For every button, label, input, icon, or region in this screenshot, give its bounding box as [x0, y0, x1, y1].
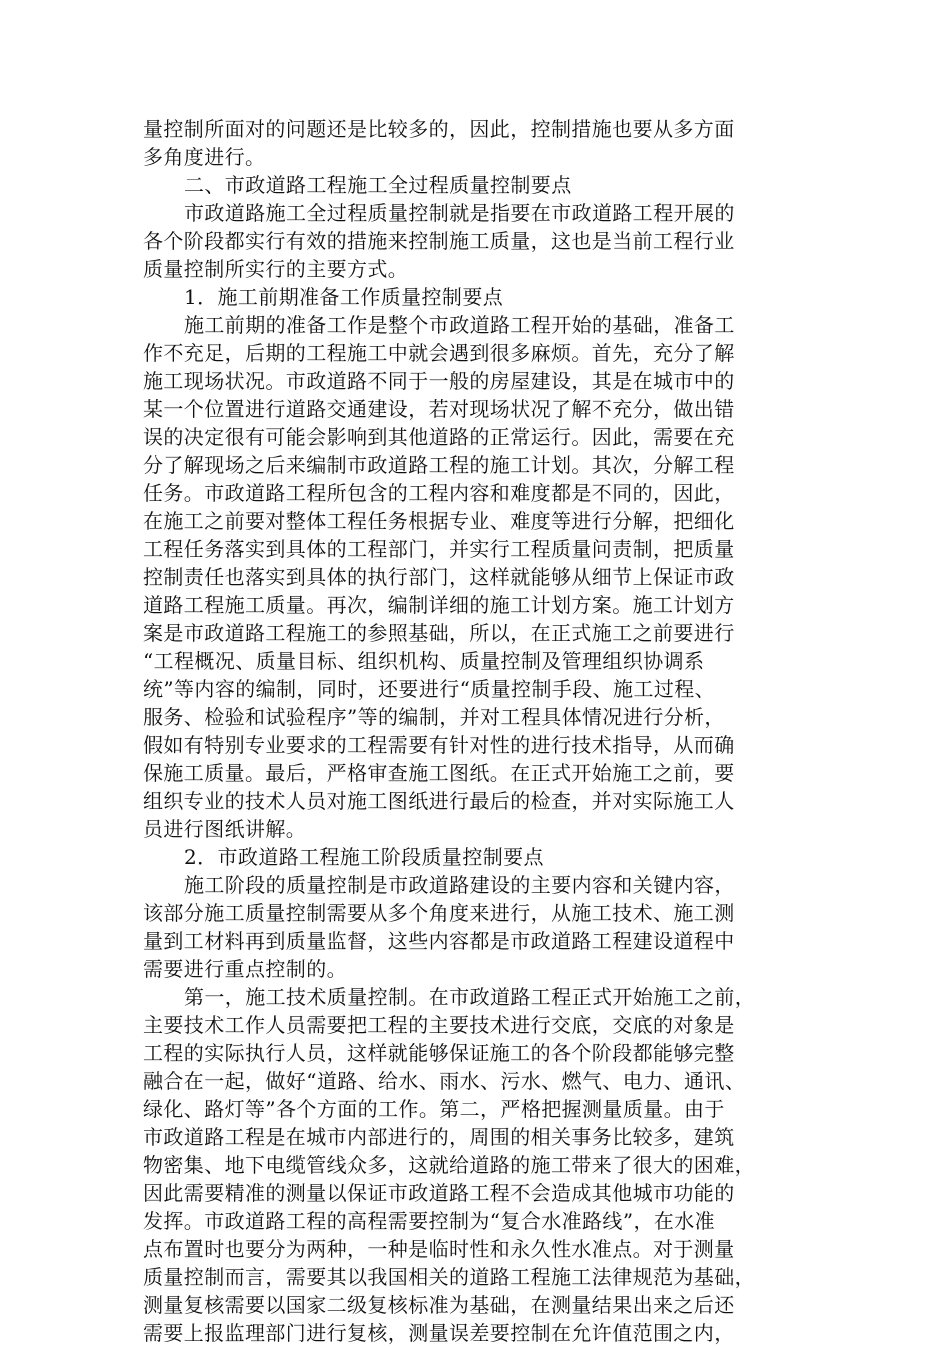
document-body [143, 115, 809, 1347]
text-line: 量控制所面对的问题还是比较多的，因此，控制措施也要从多方面 [143, 117, 735, 141]
text-line: 员进行图纸讲解。 [143, 817, 307, 841]
text-line: 施工阶段的质量控制是市政道路建设的主要内容和关键内容， [184, 873, 735, 897]
text-line: 需要进行重点控制的。 [143, 957, 347, 981]
subsection-heading: 2．市政道路工程施工阶段质量控制要点 [184, 845, 544, 869]
text-line: 控制责任也落实到具体的执行部门，这样就能够从细节上保证市政 [143, 565, 735, 589]
text-line: 组织专业的技术人员对施工图纸进行最后的检查，并对实际施工人 [143, 789, 735, 813]
text-line: 第一，施工技术质量控制。在市政道路工程正式开始施工之前， [184, 985, 756, 1009]
text-line: 点布置时也要分为两种，一种是临时性和永久性水准点。对于测量 [143, 1237, 735, 1261]
text-line: 绿化、路灯等”各个方面的工作。第二，严格把握测量质量。由于 [143, 1097, 725, 1121]
text-line: 任务。市政道路工程所包含的工程内容和难度都是不同的，因此， [143, 481, 735, 505]
text-line: 需要上报监理部门进行复核，测量误差要控制在允许值范围之内， [143, 1321, 735, 1345]
text-line: 保施工质量。最后，严格审查施工图纸。在正式开始施工之前，要 [143, 761, 735, 785]
text-line: 工程任务落实到具体的工程部门，并实行工程质量问责制，把质量 [143, 537, 735, 561]
subsection-heading: 1．施工前期准备工作质量控制要点 [184, 285, 504, 309]
text-line: 物密集、地下电缆管线众多，这就给道路的施工带来了很大的困难， [143, 1153, 755, 1177]
text-line: 该部分施工质量控制需要从多个角度来进行，从施工技术、施工测 [143, 901, 735, 925]
text-line: 因此需要精准的测量以保证市政道路工程不会造成其他城市功能的 [143, 1181, 735, 1205]
text-line: 发挥。市政道路工程的高程需要控制为“复合水准路线”，在水准 [143, 1209, 716, 1233]
text-line: 误的决定很有可能会影响到其他道路的正常运行。因此，需要在充 [143, 425, 735, 449]
text-line: 融合在一起，做好“道路、给水、雨水、污水、燃气、电力、通讯、 [143, 1069, 746, 1093]
text-line: 服务、检验和试验程序”等的编制，并对工程具体情况进行分析， [143, 705, 725, 729]
text-line: 市政道路施工全过程质量控制就是指要在市政道路工程开展的 [184, 201, 735, 225]
text-line: 多角度进行。 [143, 145, 266, 169]
text-line: 在施工之前要对整体工程任务根据专业、难度等进行分解，把细化 [143, 509, 735, 533]
section-heading: 二、市政道路工程施工全过程质量控制要点 [184, 173, 572, 197]
text-line: 市政道路工程是在城市内部进行的，周围的相关事务比较多，建筑 [143, 1125, 735, 1149]
text-line: 测量复核需要以国家二级复核标准为基础，在测量结果出来之后还 [143, 1293, 735, 1317]
text-line: 施工现场状况。市政道路不同于一般的房屋建设，其是在城市中的 [143, 369, 735, 393]
text-line: 施工前期的准备工作是整个市政道路工程开始的基础，准备工 [184, 313, 735, 337]
text-line: 质量控制而言，需要其以我国相关的道路工程施工法律规范为基础， [143, 1265, 755, 1289]
text-line: 质量控制所实行的主要方式。 [143, 257, 409, 281]
text-line: 某一个位置进行道路交通建设，若对现场状况了解不充分，做出错 [143, 397, 735, 421]
text-line: 分了解现场之后来编制市政道路工程的施工计划。其次，分解工程 [143, 453, 735, 477]
text-line: 量到工材料再到质量监督，这些内容都是市政道路工程建设道程中 [143, 929, 735, 953]
text-line: 主要技术工作人员需要把工程的主要技术进行交底，交底的对象是 [143, 1013, 735, 1037]
text-line: 作不充足，后期的工程施工中就会遇到很多麻烦。首先，充分了解 [143, 341, 735, 365]
text-line: 工程的实际执行人员，这样就能够保证施工的各个阶段都能够完整 [143, 1041, 735, 1065]
text-line: “工程概况、质量目标、组织机构、质量控制及管理组织协调系 [143, 649, 705, 673]
text-line: 各个阶段都实行有效的措施来控制施工质量，这也是当前工程行业 [143, 229, 735, 253]
text-line: 统”等内容的编制，同时，还要进行“质量控制手段、施工过程、 [143, 677, 716, 701]
text-line: 案是市政道路工程施工的参照基础，所以，在正式施工之前要进行 [143, 621, 735, 645]
text-line: 道路工程施工质量。再次，编制详细的施工计划方案。施工计划方 [143, 593, 735, 617]
text-line: 假如有特别专业要求的工程需要有针对性的进行技术指导，从而确 [143, 733, 735, 757]
